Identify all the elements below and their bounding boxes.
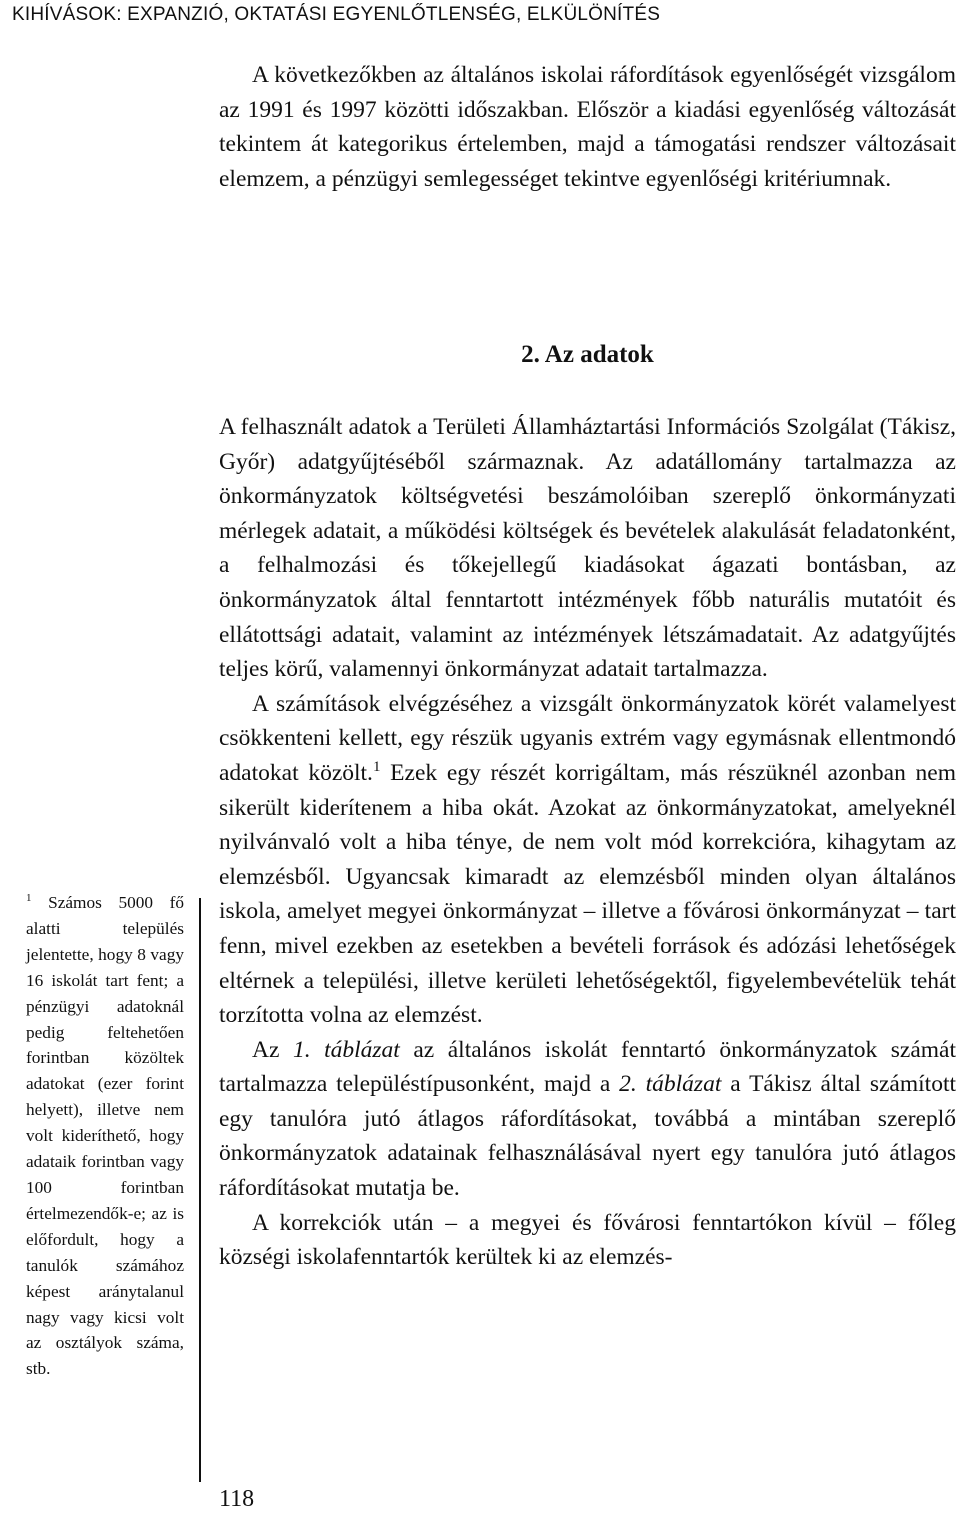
paragraph-corrections: A korrekciók után – a megyei és fővárosi fenntartókon kívül – főleg községi iskolafenntartók kerültek ki az elemzés-: [219, 1209, 956, 1271]
table-reference: 2. táblázat: [619, 1071, 722, 1098]
paragraph-text: Az: [252, 1036, 293, 1063]
section-heading: 2. Az adatok: [521, 341, 654, 368]
paragraph-text: A számítások elvégzéséhez a vizsgált önkormányzatok körét valamelyest csökkenteni kellett, egy részük ugyanis extrém vagy egymásnak ellentmondó adatokat közölt.: [219, 690, 956, 786]
margin-rule: [199, 898, 201, 1482]
intro-block: [219, 58, 956, 196]
intro-paragraph: A következőkben az általános iskolai ráfordítások egyenlőségét vizsgálom az 1991 és 1997 közötti időszakban. Először a kiadási egyenlőség változását tekintem át kategorikus értelemben, majd a támogatási rendszer változásait elemzem, a pénzügyi semlegességet tekintve egyenlőségi kritériumnak.: [219, 62, 956, 192]
paragraph-sample-correction: [219, 687, 956, 1033]
footnote: [26, 890, 184, 1382]
running-head: KIHÍVÁSOK: EXPANZIÓ, OKTATÁSI EGYENLŐTLENSÉG, ELKÜLÖNÍTÉS: [12, 4, 661, 25]
table-reference: 1. táblázat: [292, 1036, 400, 1063]
footnote-text: Számos 5000 fő alatti település jelentette, hogy 8 vagy 16 iskolát tart fent; a pénzügyi adatoknál pedig feltehetően forintban közöltek adatokat (ezer forint helyett), illetve nem volt kideríthető, hogy adataik forintban vagy 100 forintban értelmezendők-e; az is előfordult, hogy a tanulók számához képest aránytalanul nagy vagy kicsi volt az osztályok száma, stb.: [26, 893, 184, 1379]
footnote-marker: 1: [26, 892, 32, 904]
paragraph-data-source: A felhasznált adatok a Területi Államháztartási Információs Szolgálat (Tákisz, Győr) adatgyűjtéséből származnak. Az adatállomány tartalmazza az önkormányzatok költségvetési beszámolóiban szereplő önkormányzati mérlegek adatait, a működési költségek és bevételek alakulását feladatonként, a felhalmozási és tőkejellegű kiadásokat ágazati bontásban, az önkormányzatok által fenntartott intézmények főbb naturális mutatóit és ellátottsági adatait, valamint az intézmények létszámadatait. Az adatgyűjtés teljes körű, valamennyi önkormányzat adatait tartalmazza.: [219, 414, 956, 683]
paragraph-tables: [219, 1033, 956, 1206]
body-text: [219, 410, 956, 1275]
paragraph-text: az általános iskolát fenntartó önkormányzatok számát tartalmazza településtípusonként, majd a: [219, 1036, 957, 1098]
footnote-reference: 1: [372, 758, 381, 775]
page-number: 118: [219, 1486, 255, 1512]
paragraph-text: Ezek egy részét korrigáltam, más részüknél azonban nem sikerült kiderítenem a hiba okát. Azokat az önkormányzatokat, amelyeknél nyilvánvaló volt a hiba ténye, de nem volt mód korrekcióra, kihagytam az elemzésből. Ugyancsak kimaradt az elemzésből minden olyan általános iskola, amelyet megyei önkormányzat – illetve a fővárosi önkormányzat – tart fenn, mivel ezekben az esetekben a bevételi források és adózási lehetőségek eltérnek a települési, illetve kerületi lehetőségektől, figyelembevételük tehát torzította volna az elemzést.: [219, 759, 956, 1029]
paragraph-text: a Tákisz által számított egy tanulóra jutó átlagos ráfordításokat, továbbá a mintában szereplő önkormányzatok adatainak felhasználásával nyert egy tanulóra jutó átlagos ráfordításokat mutatja be.: [219, 1071, 957, 1202]
